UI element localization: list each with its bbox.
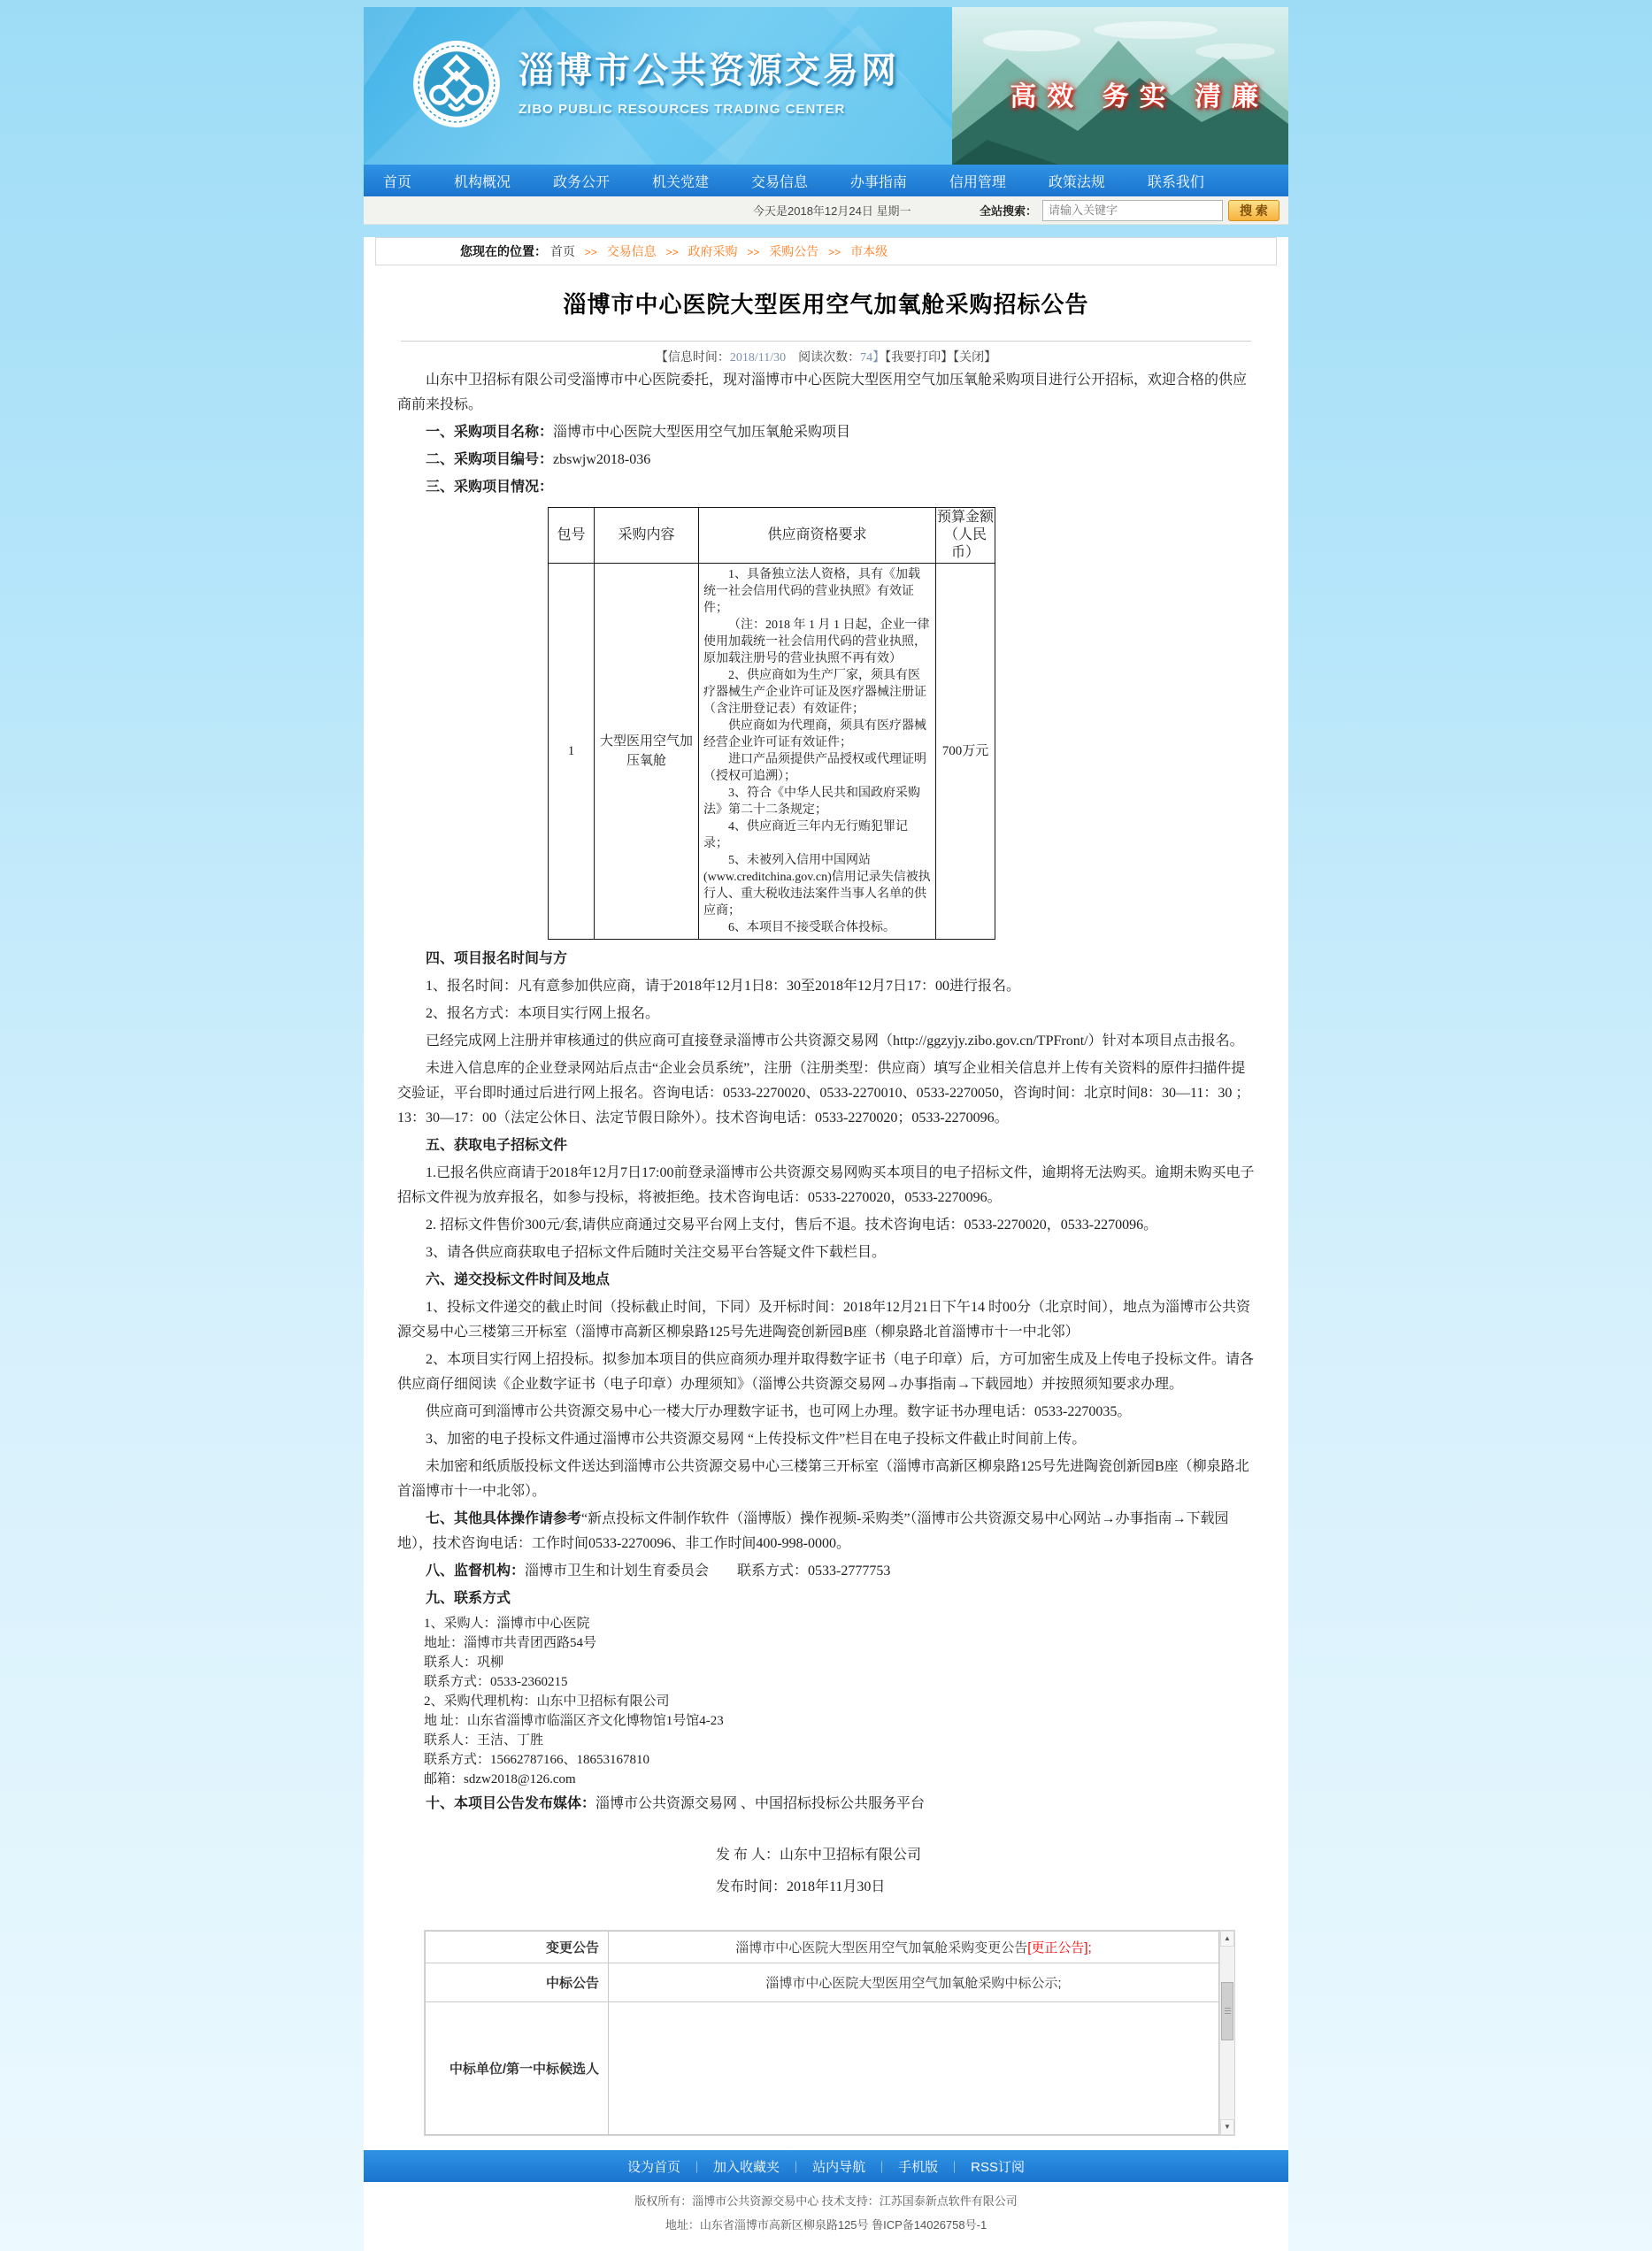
paragraph-text: 2、采购代理机构：山东中卫招标有限公司 (424, 1694, 670, 1709)
paragraph-text: 未加密和纸质版投标文件送达到淄博市公共资源交易中心三楼第三开标室（淄博市高新区柳泉路125号先进陶瓷创新园B座（柳泉路北首淄博市十一中北邻）。 (397, 1459, 1249, 1499)
section-heading-8 (397, 1559, 1255, 1584)
breadcrumb-separator: >> (828, 246, 841, 258)
breadcrumb-trade-info[interactable]: 交易信息 (606, 244, 657, 258)
article-paragraph (397, 1295, 1255, 1345)
title-divider (401, 341, 1251, 342)
content-area (364, 237, 1288, 2251)
paragraph-intro (397, 368, 1255, 418)
section-label: 四、项目报名时间与方 (426, 951, 568, 966)
budget-amount: 700万元 (936, 564, 995, 940)
section-label: 五、获取电子招标文件 (426, 1138, 568, 1153)
paragraph-text: 2. 招标文件售价300元/套,请供应商通过交易平台网上支付，售后不退。技术咨询电话：0533-2270020，0533-2270096。 (426, 1218, 1158, 1233)
paragraph-text: “新点投标文件制作软件（淄博版）操作视频-采购类”（淄博市公共资源交易中心网站→办事指南→下载园地），技术咨询电话：工作时间0533-2270096、非工作时间400-998-0000。 (397, 1511, 1229, 1551)
nav-item-gov-affairs[interactable]: 政务公开 (552, 174, 610, 190)
section-heading-10 (397, 1792, 1255, 1817)
footer-set-home[interactable]: 设为首页 (627, 2159, 681, 2175)
section-item-name (397, 420, 1255, 445)
page-title: 淄博市中心医院大型医用空气加氧舱采购招标公告 (563, 292, 1089, 318)
site-banner (364, 7, 1288, 165)
article-paragraph (397, 1241, 1255, 1265)
paragraph-text: 联系人：王洁、丁胜 (424, 1733, 544, 1748)
paragraph-text: 供应商可到淄博市公共资源交易中心一楼大厅办理数字证书，也可网上办理。数字证书办理电话：0533-2270035。 (426, 1404, 1132, 1419)
table-row (426, 1932, 1219, 1963)
paragraph-text: 淄博市中心医院大型医用空气加压氧舱采购项目 (553, 425, 851, 440)
close-button[interactable]: 【关闭】 (953, 351, 997, 365)
paragraph-text: 1.已报名供应商请于2018年12月7日17:00前登录淄博市公共资源交易网购买本项目的电子招标文件，逾期将无法购买。逾期未购买电子招标文件视为放弃报名，如参与投标，将被拒绝。技术咨询电话：0533-2270020，0533-2270096。 (397, 1165, 1255, 1205)
banner-photo (952, 7, 1288, 165)
paragraph-text: 地址：淄博市共青团西路54号 (424, 1636, 597, 1650)
info-time-value: 2018/11/30 (729, 351, 787, 365)
site-titles (519, 42, 899, 117)
breadcrumb-separator: >> (665, 246, 679, 258)
footer-mobile[interactable]: 手机版 (898, 2159, 939, 2175)
search-label: 全站搜索： (979, 204, 1037, 218)
main-nav (364, 165, 1288, 196)
correction-tag: [更正公告]; (1027, 1940, 1092, 1955)
breadcrumb-separator: >> (747, 246, 760, 258)
contact-line (397, 1672, 1255, 1692)
breadcrumb-label: 您现在的位置： (460, 244, 547, 258)
article-paragraph (397, 1002, 1255, 1026)
paragraph-text: 3、加密的电子投标文件通过淄博市公共资源交易网 “上传投标文件”栏目在电子投标文件截止时间前上传。 (426, 1432, 1087, 1447)
contact-line (397, 1633, 1255, 1653)
related-announcements-frame (424, 1930, 1235, 2136)
contact-line (397, 1750, 1255, 1770)
footer-sitemap[interactable]: 站内导航 (812, 2159, 866, 2175)
contact-line (397, 1692, 1255, 1711)
paragraph-text: 淄博市公共资源交易网 、中国招标投标公共服务平台 (595, 1796, 926, 1811)
info-bar (364, 196, 1288, 225)
table-row (426, 2002, 1219, 2135)
paragraph-text: 已经完成网上注册并审核通过的供应商可直接登录淄博市公共资源交易网（http://ggzyjy.zibo.gov.cn/TPFront/）针对本项目点击报名。 (426, 1033, 1244, 1049)
supplier-requirements: 1、具备独立法人资格，具有《加载统一社会信用代码的营业执照》有效证件； （注：2018 年 1 月 1 日起，企业一律使用加载统一社会信用代码的营业执照，原加载注册号的营业执照不再有效） 2、供应商如为生产厂家，须具有医疗器械生产企业许可证及医疗器械注册证（含注册登记表）有效证件； 供应商如为代理商，须具有医疗器械经营企业许可证有效证件； 进口产品须提供产品授权或代理证明（授权可追溯）； 3、符合《中华人民共和国政府采购法》第二十二条规定； 4、供应商近三年内无行贿犯罪记录； 5、未被列入信用中国网站(www.creditchina.gov.cn)信用记录失信被执行人、重大税收违法案件当事人名单的供应商； 6、本项目不接受联合体投标。 (699, 564, 936, 940)
banner-slogan: 高效 务实 清廉 (1010, 82, 1269, 111)
section-label: 三、采购项目情况： (426, 480, 554, 495)
search-button[interactable]: 搜 索 (1228, 200, 1279, 221)
site-search (980, 200, 1279, 221)
site-logo[interactable] (411, 39, 502, 129)
paragraph-text: 联系方式：15662787166、18653167810 (424, 1753, 650, 1767)
paragraph-text: 联系方式：0533-2360215 (424, 1675, 568, 1689)
section-label: 六、递交投标文件时间及地点 (426, 1272, 611, 1287)
site-title: 淄博市公共资源交易网 (519, 51, 899, 90)
article-paragraph (397, 1213, 1255, 1238)
publisher-block (716, 1840, 1255, 1903)
current-date: 今天是2018年12月24日 星期一 (753, 204, 911, 218)
article-paragraph (397, 974, 1255, 999)
nav-item-home[interactable]: 首页 (383, 174, 412, 190)
address-line: 地址：山东省淄博市高新区柳泉路125号 鲁ICP备14026758号-1 (665, 2218, 987, 2232)
section-label: 七、其他具体操作请参考 (426, 1511, 582, 1526)
paragraph-text: 1、投标文件递交的截止时间（投标截止时间，下同）及开标时间：2018年12月21日下午14 时00分（北京时间），地点为淄博市公共资源交易中心三楼第三开标室（淄博市高新区柳泉路125号先进陶瓷创新园B座（柳泉路北首淄博市十一中北邻） (397, 1300, 1251, 1340)
publisher-name: 发 布 人：山东中卫招标有限公司 (716, 1848, 922, 1863)
contact-line (397, 1653, 1255, 1672)
paragraph-text: 2、本项目实行网上招投标。拟参加本项目的供应商须办理并取得数字证书（电子印章）后，方可加密生成及上传电子投标文件。请各供应商仔细阅读《企业数字证书（电子印章）办理须知》（淄博公共资源交易网→办事指南→下载园地）并按照须知要求办理。 (397, 1352, 1255, 1392)
paragraph-text: 2、报名方式：本项目实行网上报名。 (426, 1006, 660, 1021)
nav-item-credit[interactable]: 信用管理 (949, 174, 1006, 190)
award-notice-link[interactable]: 淄博市中心医院大型医用空气加氧舱采购中标公示; (609, 1963, 1219, 2002)
paragraph-text: 邮箱：sdzw2018@126.com (424, 1772, 576, 1786)
section-item-number (397, 448, 1255, 472)
nav-item-policy[interactable]: 政策法规 (1048, 174, 1105, 190)
print-button[interactable]: 【我要打印】 (885, 351, 954, 365)
article-paragraph (397, 1161, 1255, 1210)
paragraph-text: 淄博市卫生和计划生育委员会 联系方式：0533-2777753 (525, 1563, 891, 1579)
paragraph-text: 3、请各供应商获取电子招标文件后随时关注交易平台答疑文件下载栏目。 (426, 1245, 887, 1260)
read-count-value: 74】 (860, 351, 886, 365)
section-label: 二、采购项目编号： (426, 452, 554, 467)
contact-line (397, 1770, 1255, 1789)
nav-item-trade-info[interactable]: 交易信息 (750, 174, 808, 190)
section-heading-7 (397, 1507, 1255, 1556)
section-label: 十、本项目公告发布媒体： (426, 1796, 596, 1811)
paragraph-text: 1、采购人：淄博市中心医院 (424, 1617, 590, 1631)
section-heading-9 (397, 1586, 1255, 1611)
footer-separator: ｜ (876, 2160, 888, 2174)
article-paragraph (397, 1427, 1255, 1452)
award-notice-label: 中标公告 (426, 1963, 609, 2002)
site-subtitle: ZIBO PUBLIC RESOURCES TRADING CENTER (519, 102, 846, 117)
article-paragraph (397, 1348, 1255, 1397)
footer-add-favorite[interactable]: 加入收藏夹 (713, 2159, 780, 2175)
search-input[interactable] (1042, 200, 1223, 221)
col-content: 采购内容 (595, 508, 699, 564)
package-no: 1 (549, 564, 595, 940)
table-row (426, 1963, 1219, 2002)
nav-item-about[interactable]: 机构概况 (453, 174, 511, 190)
paragraph-text: zbswjw2018-036 (553, 452, 651, 467)
section-item-detail (397, 475, 1255, 500)
footer-info (364, 2182, 1288, 2249)
article-paragraph (397, 1056, 1255, 1131)
section-heading-5 (397, 1133, 1255, 1158)
change-notice-label: 变更公告 (426, 1932, 609, 1963)
contact-line (397, 1731, 1255, 1750)
contact-line (397, 1614, 1255, 1633)
scroll-up-arrow[interactable]: ▲ (1220, 1931, 1234, 1947)
paragraph-text: 地 址：山东省淄博市临淄区齐文化博物馆1号馆4-23 (424, 1714, 724, 1728)
col-qualification: 供应商资格要求 (699, 508, 936, 564)
paragraph-text: 山东中卫招标有限公司受淄博市中心医院委托，现对淄博市中心医院大型医用空气加压氧舱采购项目进行公开招标，欢迎合格的供应商前来投标。 (397, 373, 1248, 412)
section-heading-6 (397, 1268, 1255, 1293)
copyright-line: 版权所有：淄博市公共资源交易中心 技术支持：江苏国泰新点软件有限公司 (634, 2194, 1018, 2208)
info-time-label: 【信息时间： (655, 351, 730, 365)
breadcrumb-city-level[interactable]: 市本级 (850, 244, 888, 258)
read-count-label: 阅读次数： (786, 351, 861, 365)
section-label: 九、联系方式 (426, 1591, 511, 1606)
footer-rss[interactable]: RSS订阅 (971, 2159, 1025, 2175)
footer-separator: ｜ (949, 2160, 961, 2174)
winner-label: 中标单位/第一中标候选人 (426, 2002, 609, 2135)
scroll-down-arrow[interactable]: ▼ (1220, 2119, 1234, 2135)
table-row (549, 564, 995, 940)
table-header-row (549, 508, 995, 564)
col-package-no: 包号 (549, 508, 595, 564)
breadcrumb-separator: >> (584, 246, 597, 258)
article-paragraph (397, 1400, 1255, 1425)
article-paragraph (397, 1029, 1255, 1054)
nav-item-contact[interactable]: 联系我们 (1147, 174, 1204, 190)
scrollbar-thumb[interactable] (1221, 1982, 1233, 2040)
vertical-scrollbar[interactable] (1219, 1931, 1234, 2135)
contact-line (397, 1711, 1255, 1731)
breadcrumb-home[interactable]: 首页 (549, 244, 575, 258)
procurement-table (548, 507, 995, 940)
breadcrumb-gov-procurement[interactable]: 政府采购 (688, 244, 738, 258)
col-budget: 预算金额 （人民币） (936, 508, 995, 564)
article-meta (397, 348, 1255, 365)
procurement-content: 大型医用空气加压氧舱 (595, 564, 699, 940)
paragraph-text: 1、报名时间：凡有意参加供应商，请于2018年12月1日8：30至2018年12月7日17：00进行报名。 (426, 979, 1021, 994)
nav-item-guide[interactable]: 办事指南 (849, 174, 907, 190)
footer-nav (364, 2150, 1288, 2182)
section-label: 八、监督机构： (426, 1563, 526, 1579)
paragraph-text: 联系人：巩柳 (424, 1656, 504, 1670)
announcement-article (364, 287, 1288, 1903)
related-table (425, 1931, 1219, 2135)
winner-value (609, 2002, 1219, 2135)
breadcrumb-announcement[interactable]: 采购公告 (769, 244, 819, 258)
section-heading-4 (397, 947, 1255, 972)
footer-separator: ｜ (691, 2160, 703, 2174)
breadcrumb (375, 237, 1277, 265)
section-label: 一、采购项目名称： (426, 425, 554, 440)
nav-item-party[interactable]: 机关党建 (651, 174, 709, 190)
paragraph-text: 未进入信息库的企业登录网站后点击“企业会员系统”，注册（注册类型：供应商）填写企业相关信息并上传有关资料的原件扫描件提交验证，平台即时通过后进行网上报名。咨询电话：0533-2270020、0533-2270010、0533-2270050，咨询时间：北京时间8：30—11：30 ；13：30—17：00（法定公休日、法定节假日除外）。技术咨询电话：0533-2270020；0533-2270096。 (397, 1061, 1250, 1126)
publish-date: 发布时间：2018年11月30日 (716, 1879, 886, 1894)
footer-separator: ｜ (790, 2160, 803, 2174)
change-notice-link[interactable]: 淄博市中心医院大型医用空气加氧舱采购变更公告[更正公告]; (609, 1932, 1219, 1963)
article-paragraph (397, 1455, 1255, 1504)
page-container (364, 0, 1288, 2251)
